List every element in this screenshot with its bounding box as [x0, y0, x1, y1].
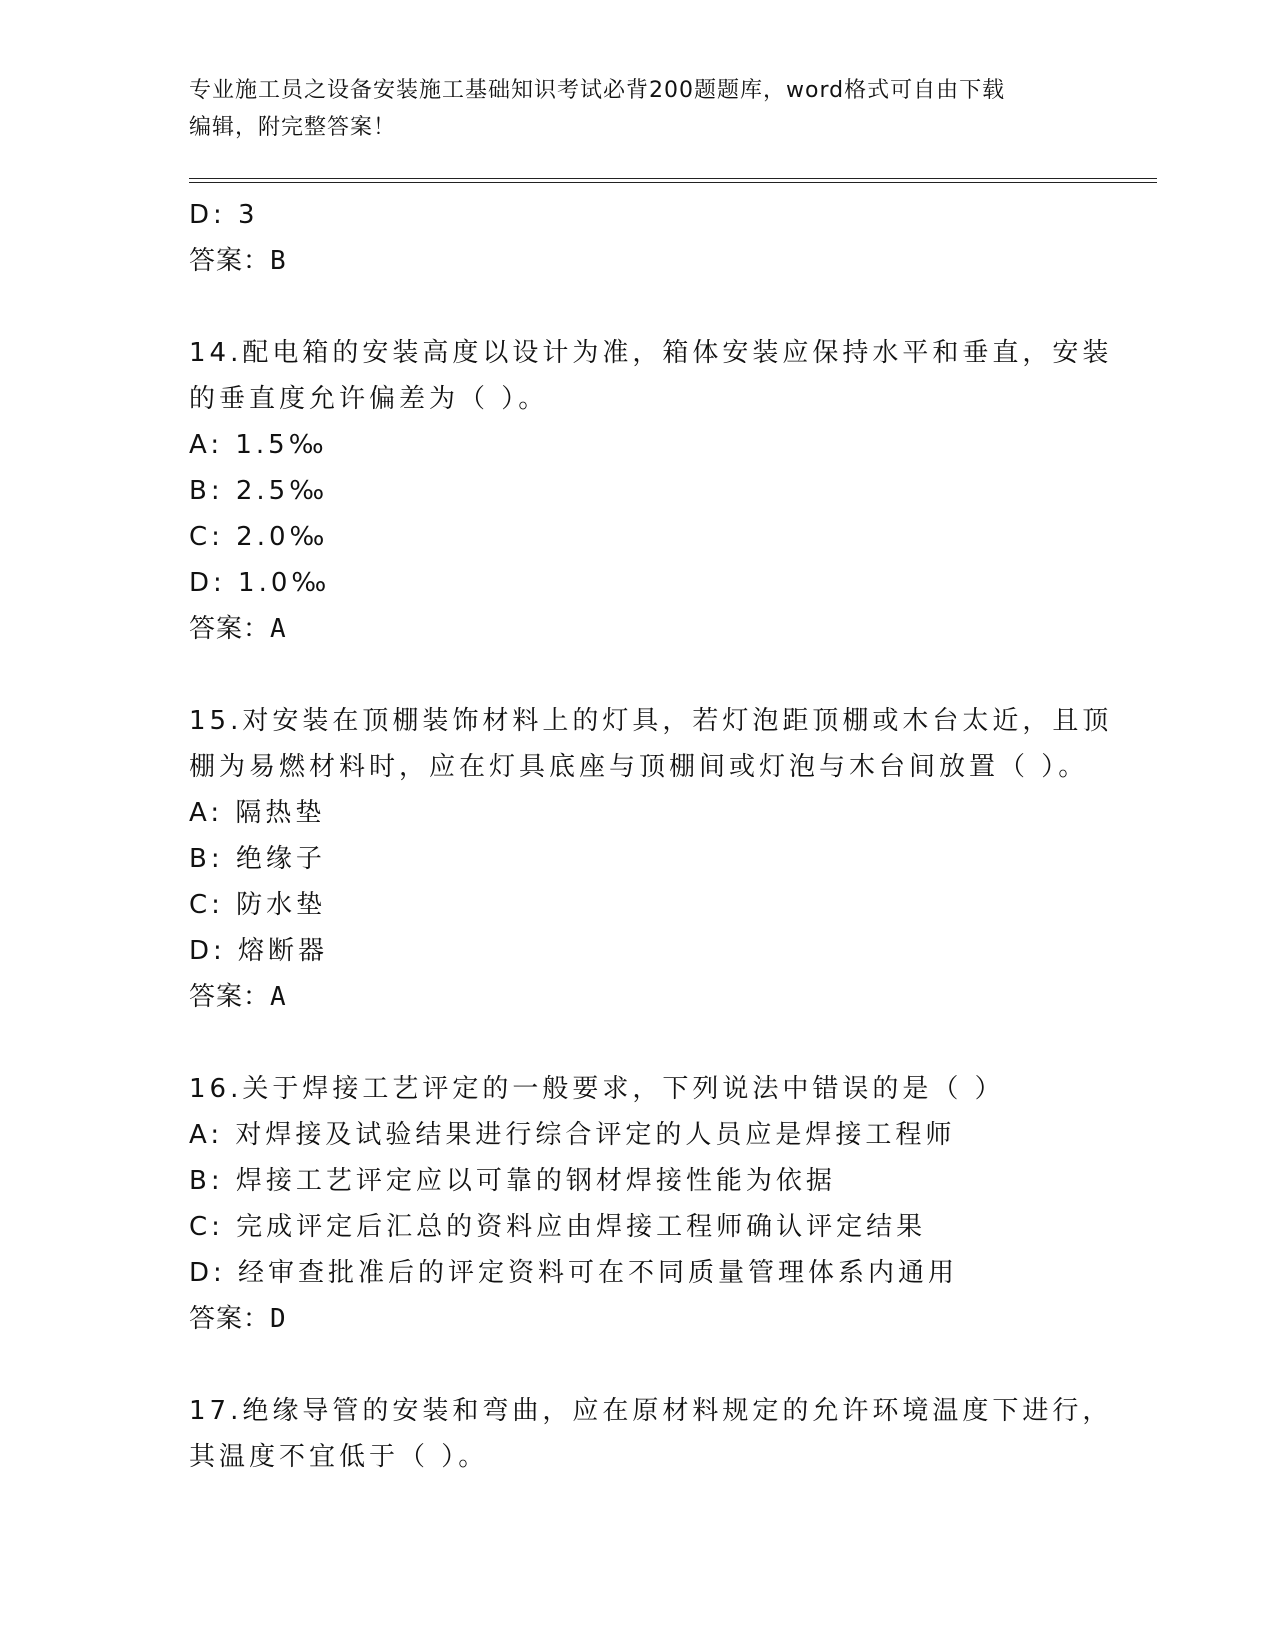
- answer-label: 答案：: [189, 614, 271, 644]
- question-stem-line: 16.关于焊接工艺评定的一般要求，下列说法中错误的是（ ）: [189, 1074, 1005, 1104]
- option-a: A: 1.5‰: [189, 430, 328, 460]
- header-title-line-2: 编辑，附完整答案！: [189, 115, 397, 140]
- answer-value: D: [270, 1304, 287, 1334]
- question-stem: [189, 698, 1113, 790]
- prev-option-d: D: 3: [189, 200, 259, 230]
- question-stem: [189, 1066, 1089, 1112]
- option-a: A: 隔热垫: [189, 798, 326, 828]
- prev-answer: [189, 238, 1089, 284]
- question-stem: [189, 1388, 1113, 1480]
- answer-value: A: [270, 982, 287, 1012]
- question-stem-line: 的垂直度允许偏差为（ ）。: [189, 384, 549, 414]
- question-17: [189, 1388, 1113, 1480]
- answer: [189, 974, 1089, 1020]
- question-stem-line: 其温度不宜低于（ ）。: [189, 1442, 489, 1472]
- question-15: [189, 698, 1113, 1020]
- question-stem-line: 14.配电箱的安装高度以设计为准，箱体安装应保持水平和垂直，安装: [189, 338, 1113, 368]
- answer-value: B: [270, 246, 287, 276]
- question-14: [189, 330, 1113, 652]
- option-b: B: 绝缘子: [189, 844, 326, 874]
- option-c: C: 防水垫: [189, 890, 327, 920]
- option-d: D: 1.0‰: [189, 568, 331, 598]
- answer-label: 答案：: [189, 982, 271, 1012]
- question-list: [189, 192, 1113, 1480]
- option-d: D: 经审查批准后的评定资料可在不同质量管理体系内通用: [189, 1258, 959, 1288]
- answer-label: 答案：: [189, 246, 271, 276]
- answer: [189, 606, 1089, 652]
- header-divider: [189, 178, 1157, 183]
- question-stem-line: 17.绝缘导管的安装和弯曲，应在原材料规定的允许环境温度下进行，: [189, 1396, 1113, 1426]
- document-header: [189, 72, 1089, 146]
- option-b: B: 焊接工艺评定应以可靠的钢材焊接性能为依据: [189, 1166, 836, 1196]
- spacer: [189, 284, 1089, 330]
- option-b: B: 2.5‰: [189, 476, 329, 506]
- spacer: [189, 1020, 1089, 1066]
- answer: [189, 1296, 1089, 1342]
- spacer: [189, 1342, 1089, 1388]
- option-a: A: 对焊接及试验结果进行综合评定的人员应是焊接工程师: [189, 1120, 956, 1150]
- option-c: C: 2.0‰: [189, 522, 329, 552]
- spacer: [189, 652, 1089, 698]
- answer-value: A: [270, 614, 287, 644]
- option-c: C: 完成评定后汇总的资料应由焊接工程师确认评定结果: [189, 1212, 927, 1242]
- question-stem-line: 棚为易燃材料时，应在灯具底座与顶棚间或灯泡与木台间放置（ ）。: [189, 752, 1089, 782]
- answer-label: 答案：: [189, 1304, 271, 1334]
- question-stem: [189, 330, 1113, 422]
- question-16: [189, 1066, 1089, 1342]
- question-stem-line: 15.对安装在顶棚装饰材料上的灯具，若灯泡距顶棚或木台太近，且顶: [189, 706, 1113, 736]
- option-d: D: 熔断器: [189, 936, 329, 966]
- header-title-line-1: 专业施工员之设备安装施工基础知识考试必背200题题库，word格式可自由下载: [189, 78, 1006, 103]
